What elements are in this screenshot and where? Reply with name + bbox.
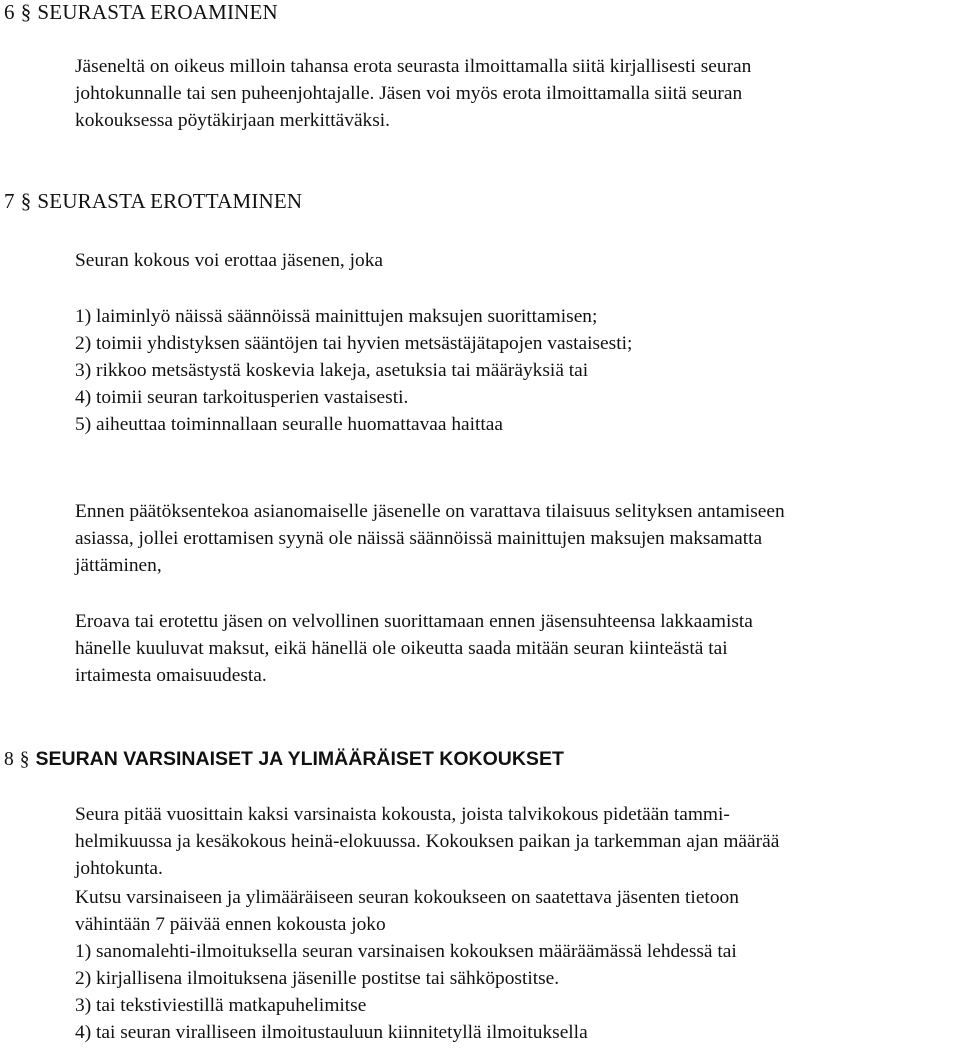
list-item: 5) aiheuttaa toiminnallaan seuralle huomattavaa haittaa bbox=[75, 414, 504, 435]
section-title: SEURAN VARSINAISET JA YLIMÄÄRÄISET KOKOUKSET bbox=[35, 748, 564, 770]
text-line: Seuran kokous voi erottaa jäsenen, joka bbox=[75, 250, 384, 271]
section-8-meetings-paragraph bbox=[75, 801, 960, 882]
text-line: Ennen päätöksentekoa asianomaiselle jäsenelle on varattava tilaisuus selityksen antamiseen bbox=[75, 501, 785, 522]
section-number: 6 bbox=[4, 0, 15, 24]
text-line: Eroava tai erotettu jäsen on velvollinen suorittamaan ennen jäsensuhteensa lakkaamista bbox=[75, 611, 753, 632]
section-number: 7 bbox=[4, 189, 15, 213]
text-line: Jäseneltä on oikeus milloin tahansa erota seurasta ilmoittamalla siitä kirjallisesti seuran bbox=[75, 56, 752, 77]
list-item: 4) toimii seuran tarkoitusperien vastaisesti. bbox=[75, 387, 409, 408]
section-6-paragraph bbox=[75, 53, 960, 134]
section-symbol: § bbox=[20, 0, 32, 24]
section-symbol: § bbox=[19, 749, 30, 770]
section-7-intro bbox=[75, 247, 960, 274]
section-7-heading bbox=[4, 189, 302, 213]
section-7-hearing-paragraph bbox=[75, 498, 960, 579]
list-item: 3) rikkoo metsästystä koskevia lakeja, asetuksia tai määräyksiä tai bbox=[75, 360, 589, 381]
text-line: kokouksessa pöytäkirjaan merkittäväksi. bbox=[75, 110, 391, 131]
text-line: johtokunta. bbox=[75, 858, 163, 879]
text-line: Seura pitää vuosittain kaksi varsinaista kokousta, joista talvikokous pidetään tammi- bbox=[75, 804, 730, 825]
section-title: SEURASTA EROAMINEN bbox=[37, 0, 278, 24]
list-item: 4) tai seuran viralliseen ilmoitustauluun kiinnitetyllä ilmoituksella bbox=[75, 1022, 588, 1043]
list-item: 2) kirjallisena ilmoituksena jäsenille postitse tai sähköpostitse. bbox=[75, 968, 560, 989]
text-line: irtaimesta omaisuudesta. bbox=[75, 665, 267, 686]
text-line: Kutsu varsinaiseen ja ylimääräiseen seuran kokoukseen on saatettava jäsenten tietoon bbox=[75, 887, 739, 908]
list-item: 1) laiminlyö näissä säännöissä mainittujen maksujen suorittamisen; bbox=[75, 306, 598, 327]
section-8-invitation-paragraph bbox=[75, 884, 960, 1046]
list-item: 2) toimii yhdistyksen sääntöjen tai hyvien metsästäjätapojen vastaisesti; bbox=[75, 333, 633, 354]
section-symbol: § bbox=[20, 189, 32, 213]
list-item: 1) sanomalehti-ilmoituksella seuran varsinaisen kokouksen määräämässä lehdessä tai bbox=[75, 941, 737, 962]
section-7-obligation-paragraph bbox=[75, 608, 960, 689]
text-line: johtokunnalle tai sen puheenjohtajalle. Jäsen voi myös erota ilmoittamalla siitä seuran bbox=[75, 83, 743, 104]
section-number: 8 bbox=[4, 749, 14, 770]
section-7-list bbox=[75, 303, 960, 438]
section-title: SEURASTA EROTTAMINEN bbox=[37, 189, 303, 213]
text-line: jättäminen, bbox=[75, 555, 162, 576]
list-item: 3) tai tekstiviestillä matkapuhelimitse bbox=[75, 995, 367, 1016]
text-line: hänelle kuuluvat maksut, eikä hänellä ole oikeutta saada mitään seuran kiinteästä tai bbox=[75, 638, 728, 659]
text-line: asiassa, jollei erottamisen syynä ole näissä säännöissä mainittujen maksujen maksamatta bbox=[75, 528, 763, 549]
text-line: vähintään 7 päivää ennen kokousta joko bbox=[75, 914, 386, 935]
section-6-heading bbox=[4, 0, 278, 24]
section-8-heading bbox=[4, 747, 564, 772]
text-line: helmikuussa ja kesäkokous heinä-elokuussa. Kokouksen paikan ja tarkemman ajan määrää bbox=[75, 831, 780, 852]
